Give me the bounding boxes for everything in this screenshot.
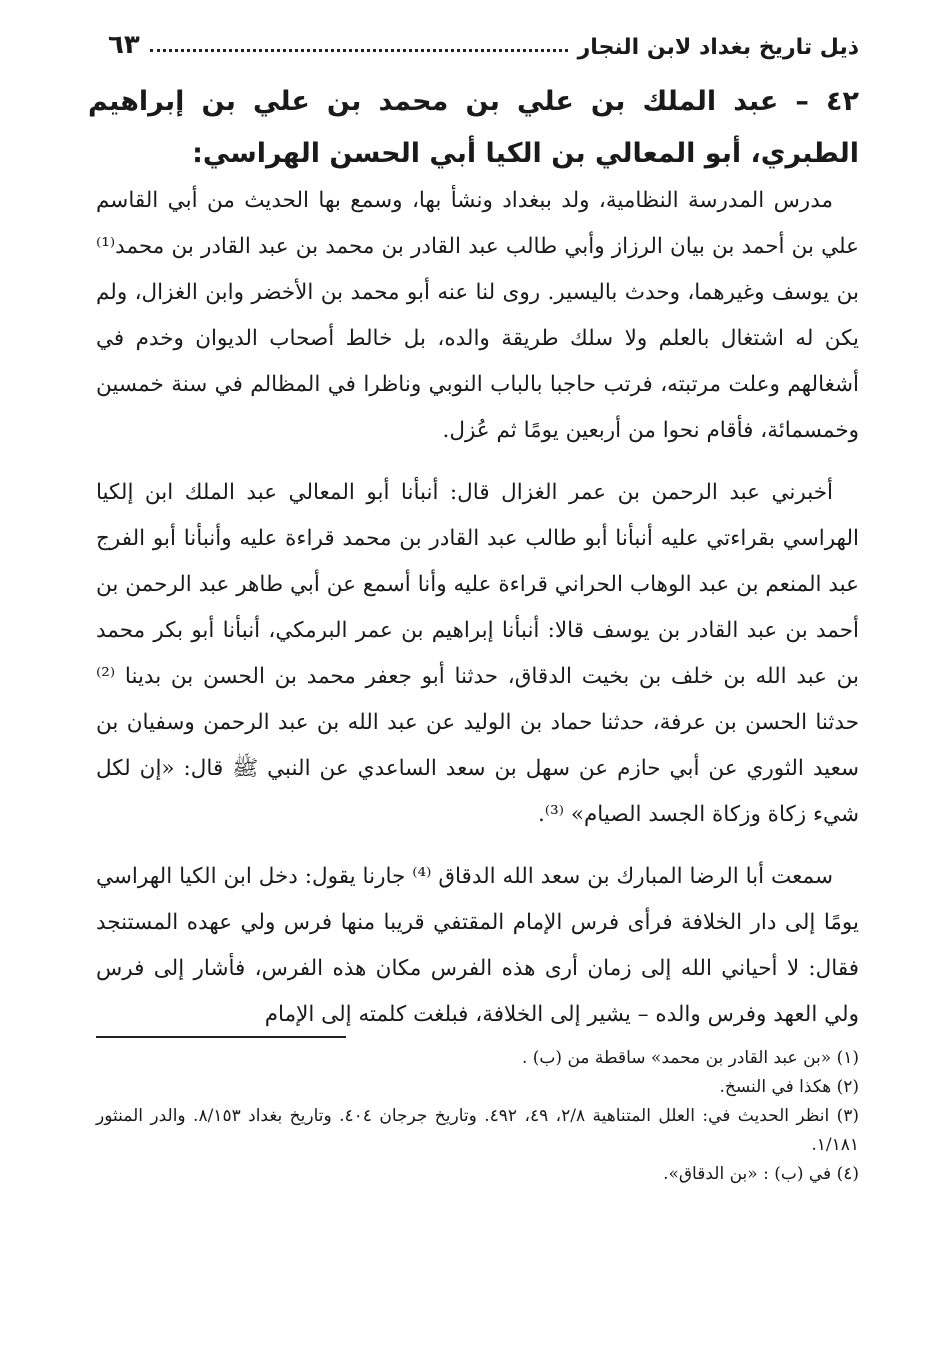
page-number: ٦٣	[108, 30, 140, 60]
footnote-2: (٢) هكذا في النسخ.	[719, 1077, 859, 1097]
entry-title: ٤٢ – عبد الملك بن علي بن محمد بن علي بن إبراهيم الطبري، أبو المعالي بن الكيا أبي الحسن الهراسي:	[88, 86, 859, 169]
paragraph-biography: مدرس المدرسة النظامية، ولد ببغداد ونشأ بها، وسمع بها الحديث من أبي القاسم علي بن أحمد بن بيان الرزاز وأبي طالب عبد القادر بن محمد بن عبد القادر بن محمد⁽¹⁾ بن يوسف وغيرهما، وحدث باليسير. روى لنا عنه أبو محمد بن الأخضر وابن الغزال، ولم يكن له اشتغال بالعلم ولا سلك طريقة والده، بل خالط أصحاب الديوان وخدم في أشغالهم وعلت مرتبته، فرتب حاجبا بالباب النوبي وناظرا في المظالم في سنة خمسين وخمسمائة، فأقام نحوا من أربعين يومًا ثم عُزل.	[96, 188, 859, 443]
paragraph-anecdote: سمعت أبا الرضا المبارك بن سعد الله الدقاق ⁽⁴⁾ جارنا يقول: دخل ابن الكيا الهراسي يومًا إلى دار الخلافة فرأى فرس الإمام المقتفي قريبا منها فرس ولي عهده المستنجد فقال: لا أحياني الله إلى زمان أرى هذه الفرس مكان هذه الفرس، فأشار إلى فرس ولي العهد وفرس والده – يشير إلى الخلافة، فبلغت كلمته إلى الإمام	[96, 864, 859, 1027]
footnotes	[96, 1044, 859, 1189]
footnote-divider	[96, 1036, 346, 1038]
footnote-1: (١) «بن عبد القادر بن محمد» ساقطة من (ب) .	[521, 1048, 859, 1068]
footnote-4: (٤) في (ب) : «بن الدقاق».	[663, 1164, 859, 1184]
paragraph-hadith: أخبرني عبد الرحمن بن عمر الغزال قال: أنبأنا أبو المعالي عبد الملك ابن إلكيا الهراسي بقراءتي عليه أنبأنا أبو طالب عبد القادر بن محمد قراءة عليه وأنبأنا أبو الفرج عبد المنعم بن عبد الوهاب الحراني قراءة عليه وأنا أسمع عن أبي طاهر عبد الرحمن بن أحمد بن عبد القادر بن يوسف قالا: أنبأنا إبراهيم بن عمر البرمكي، أنبأنا أبو بكر محمد بن عبد الله بن خلف بن بخيت الدقاق، حدثنا أبو جعفر محمد بن الحسن بن بدينا ⁽²⁾ حدثنا الحسن بن عرفة، حدثنا حماد بن الوليد عن عبد الله بن عبد الرحمن وسفيان بن سعيد الثوري عن أبي حازم عن سهل بن سعد الساعدي عن النبي ﷺ قال: «إن لكل شيء زكاة وزكاة الجسد الصيام» ⁽³⁾.	[96, 480, 859, 827]
dotted-leader	[150, 49, 568, 52]
footnote-3: (٣) انظر الحديث في: العلل المتناهية ٢/٨، ٤٩، ٤٩٢. وتاريخ جرجان ٤٠٤. وتاريخ بغداد ٨/١٥٣. والدر المنثور ١/١٨١.	[96, 1106, 860, 1155]
entry-body	[96, 178, 859, 1054]
running-header	[108, 20, 859, 60]
running-title: ذيل تاريخ بغداد لابن النجار	[577, 35, 859, 60]
